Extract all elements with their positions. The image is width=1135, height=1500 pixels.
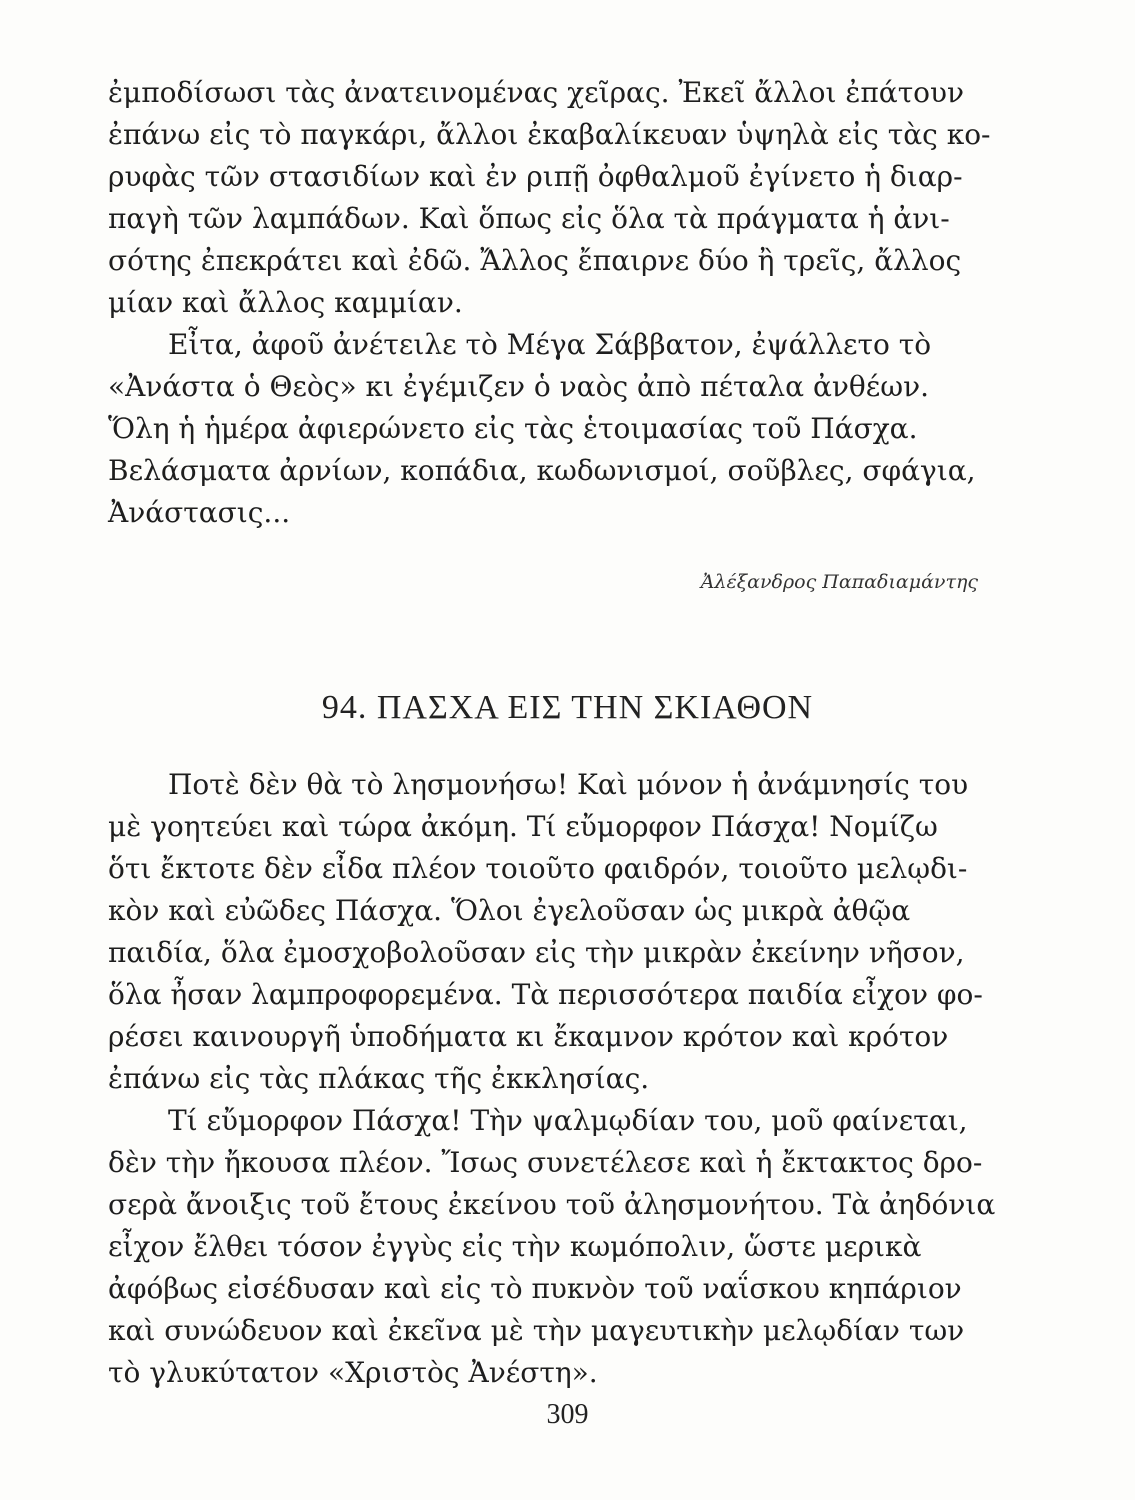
paragraph-first-line: Εἶτα, ἀφοῦ ἀνέτειλε τὸ Μέγα Σάββατον, ἐψάλλετο τὸ [168,328,932,361]
text-line: Ἀνάστασις... [108,496,291,529]
text-line: σότης ἐπεκράτει καὶ ἐδῶ. Ἄλλος ἔπαιρνε δύο ἢ τρεῖς, ἄλλος [108,244,962,277]
author-attribution: Ἀλέξανδρος Παπαδιαμάντης [700,571,978,593]
text-line: μίαν καὶ ἄλλος καμμίαν. [108,286,463,319]
text-line: κὸν καὶ εὐῶδες Πάσχα. Ὅλοι ἐγελοῦσαν ὡς μικρὰ ἀθῷα [108,894,911,927]
text-line: εἶχον ἔλθει τόσον ἐγγὺς εἰς τὴν κωμόπολιν, ὥστε μερικὰ [108,1230,922,1263]
paragraph-first-line: Ποτὲ δὲν θὰ τὸ λησμονήσω! Καὶ μόνον ἡ ἀνάμνησίς του [168,768,969,801]
paragraph-first-line: Τί εὔμορφον Πάσχα! Τὴν ψαλμῳδίαν του, μοῦ φαίνεται, [168,1104,968,1137]
text-line: καὶ συνώδευον καὶ ἐκεῖνα μὲ τὴν μαγευτικὴν μελῳδίαν των [108,1314,965,1347]
text-line: ἐμποδίσωσι τὰς ἀνατεινομένας χεῖρας. Ἐκεῖ ἄλλοι ἐπάτουν [108,76,965,109]
text-line: δὲν τὴν ἤκουσα πλέον. Ἴσως συνετέλεσε καὶ ἡ ἔκτακτος δρο- [108,1146,983,1179]
text-line: ἀφόβως εἰσέδυσαν καὶ εἰς τὸ πυκνὸν τοῦ ναΐσκου κηπάριον [108,1272,962,1305]
text-line: παιδία, ὅλα ἐμοσχοβολοῦσαν εἰς τὴν μικρὰν ἐκείνην νῆσον, [108,936,965,969]
text-line: «Ἀνάστα ὁ Θεὸς» κι ἐγέμιζεν ὁ ναὸς ἀπὸ πέταλα ἀνθέων. [108,370,930,403]
text-line: παγὴ τῶν λαμπάδων. Καὶ ὅπως εἰς ὅλα τὰ πράγματα ἡ ἀνι- [108,202,950,235]
text-line: ρέσει καινουργῆ ὑποδήματα κι ἔκαμνον κρότον καὶ κρότον [108,1020,949,1053]
section-heading: 94. ΠΑΣΧΑ ΕΙΣ ΤΗΝ ΣΚΙΑΘΟΝ [321,689,814,726]
text-line: ἐπάνω εἰς τὸ παγκάρι, ἄλλοι ἐκαβαλίκευαν ὑψηλὰ εἰς τὰς κο- [108,118,991,151]
text-line: Βελάσματα ἀρνίων, κοπάδια, κωδωνισμοί, σοῦβλες, σφάγια, [108,454,976,487]
text-line: τὸ γλυκύτατον «Χριστὸς Ἀνέστη». [108,1356,598,1389]
text-line: Ὅλη ἡ ἡμέρα ἀφιερώνετο εἰς τὰς ἑτοιμασίας τοῦ Πάσχα. [108,412,918,445]
text-line: ὅτι ἔκτοτε δὲν εἶδα πλέον τοιοῦτο φαιδρόν, τοιοῦτο μελῳδι- [108,852,968,885]
text-line: μὲ γοητεύει καὶ τώρα ἀκόμη. Τί εὔμορφον Πάσχα! Νομίζω [108,810,938,843]
text-line: ὅλα ἦσαν λαμπροφορεμένα. Τὰ περισσότερα παιδία εἶχον φο- [108,978,983,1011]
text-line: ρυφὰς τῶν στασιδίων καὶ ἐν ριπῇ ὀφθαλμοῦ ἐγίνετο ἡ διαρ- [108,160,963,193]
text-line: ἐπάνω εἰς τὰς πλάκας τῆς ἐκκλησίας. [108,1062,650,1095]
page-number: 309 [546,1399,589,1430]
text-line: σερὰ ἄνοιξις τοῦ ἔτους ἐκείνου τοῦ ἀλησμονήτου. Τὰ ἀηδόνια [108,1188,996,1221]
